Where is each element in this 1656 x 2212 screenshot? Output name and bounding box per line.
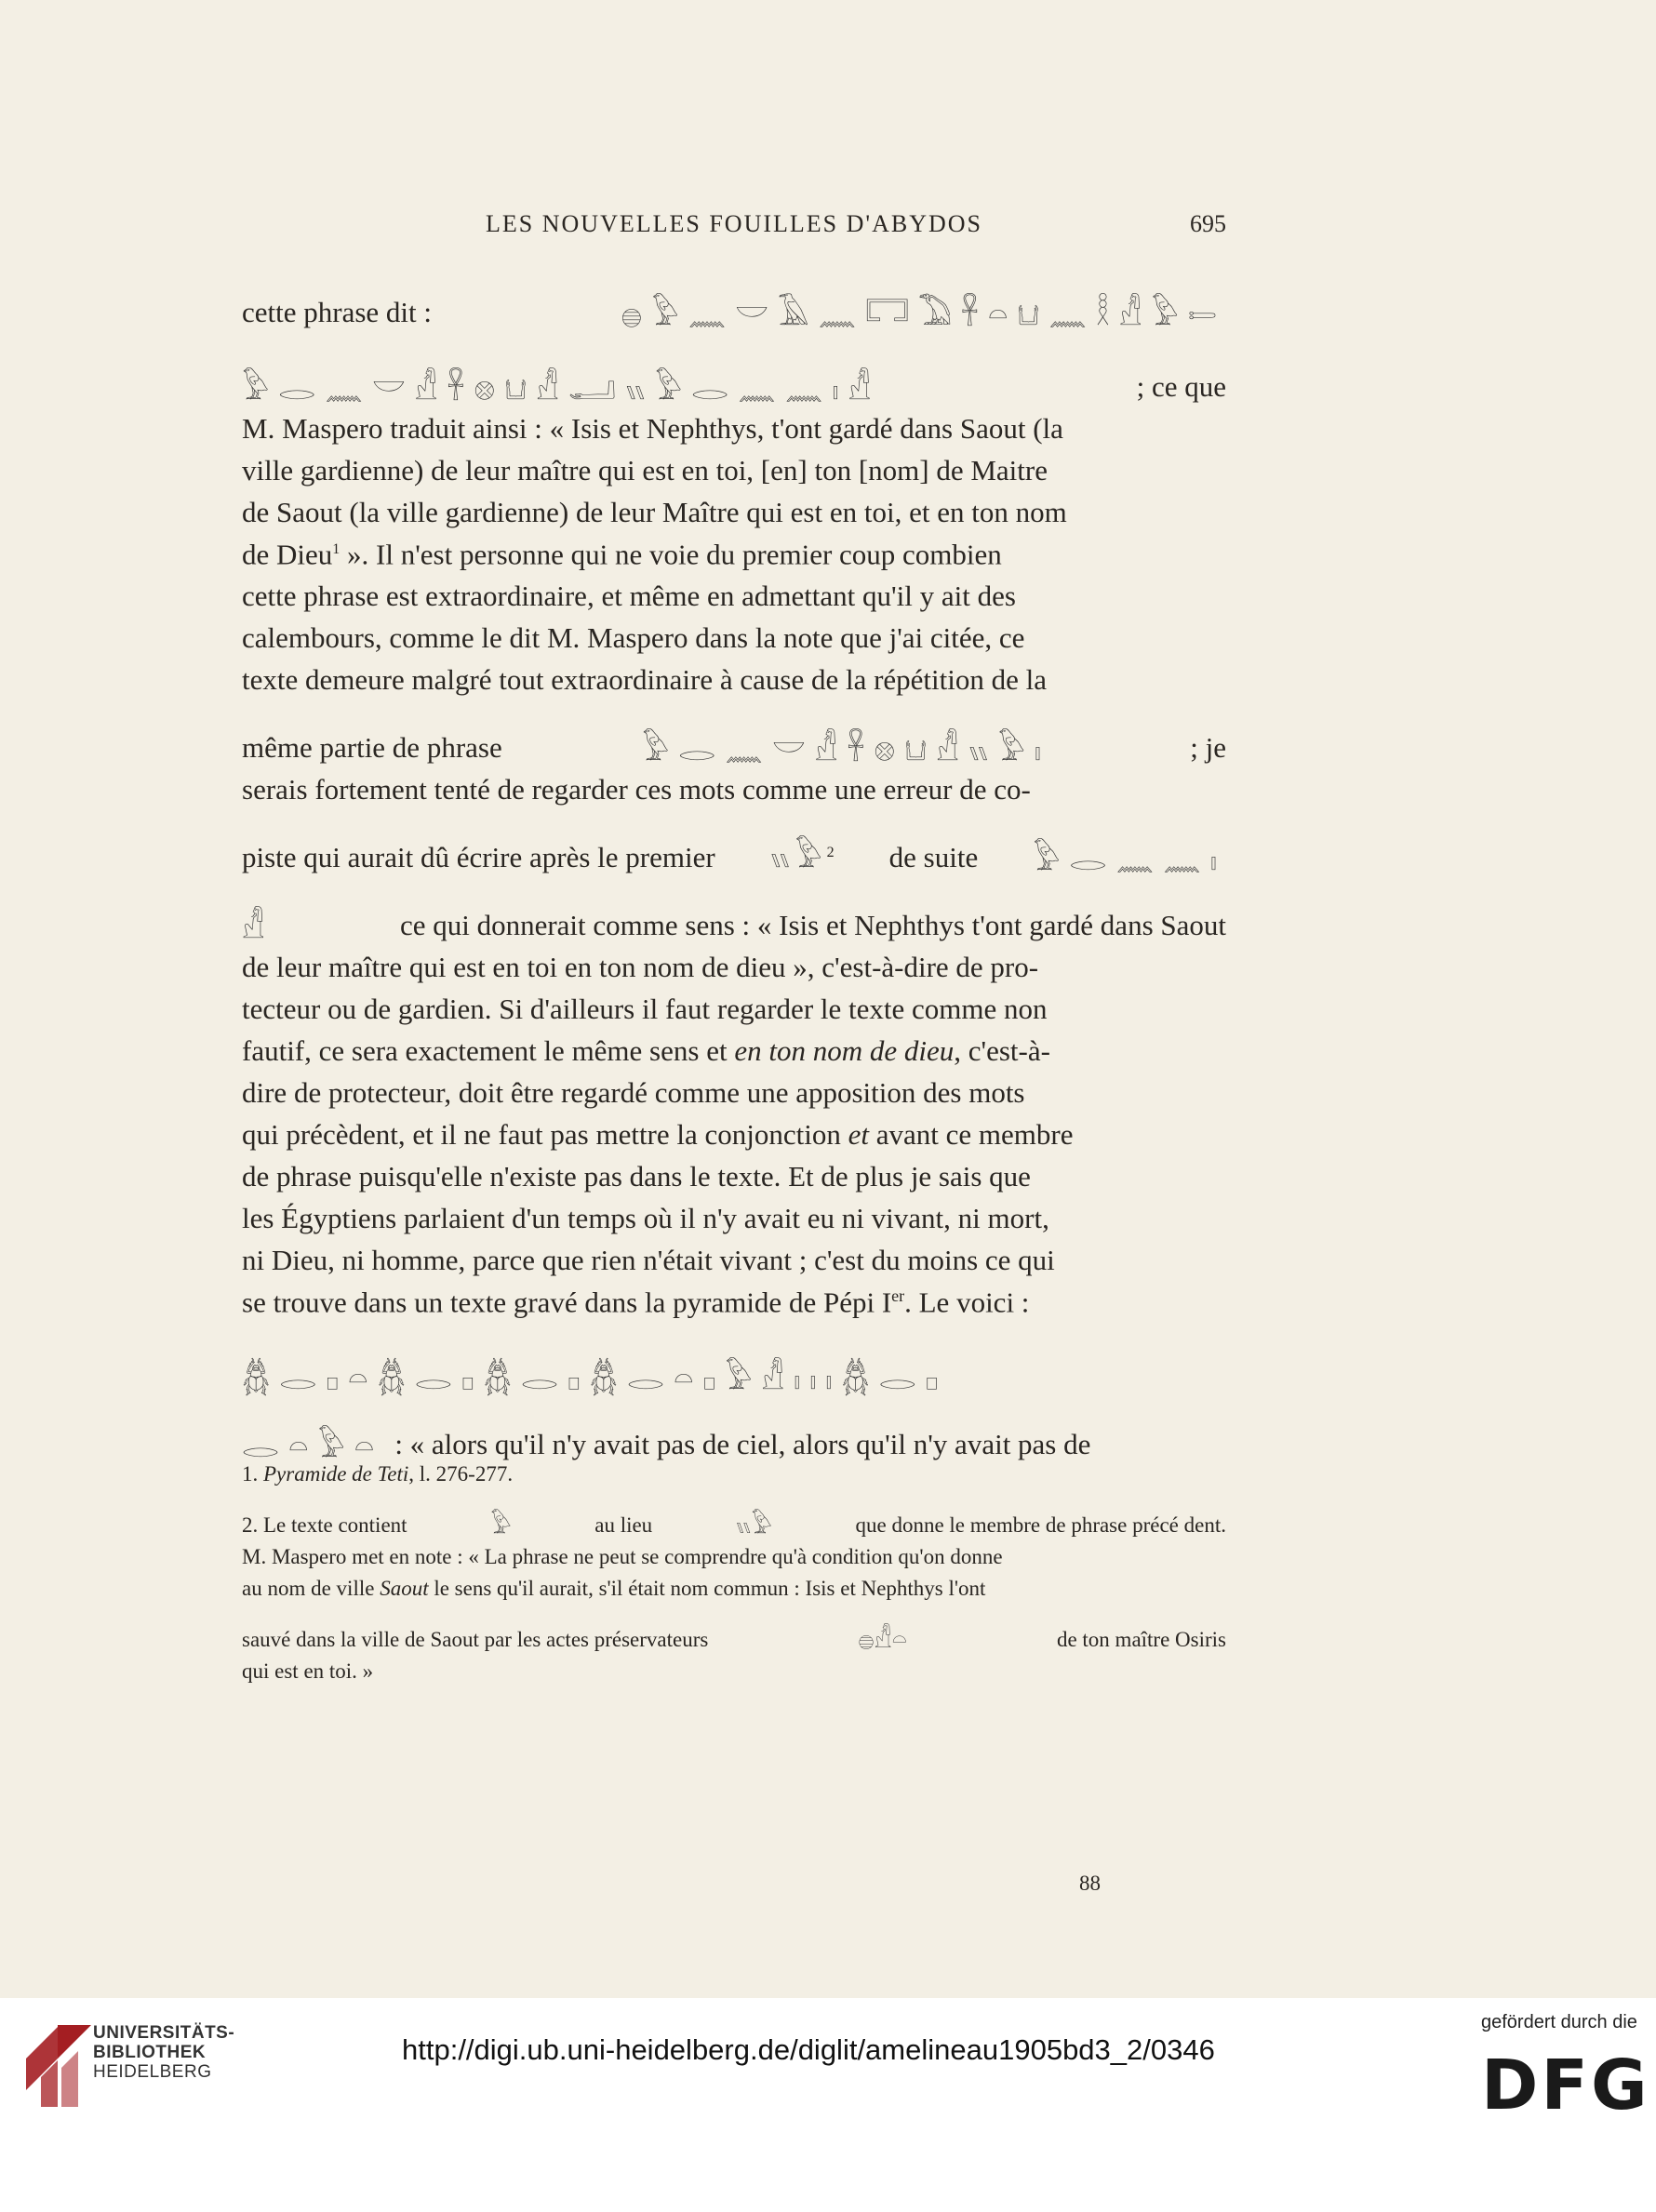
- line-text: [242, 1275, 1029, 1323]
- text-run: , c'est-à-: [954, 1034, 1050, 1067]
- text-line: [242, 407, 1226, 449]
- footnotes: [242, 1459, 1226, 1687]
- line-text: de phrase puisqu'elle n'existe pas dans le texte. Et de plus je sais que: [242, 1160, 1031, 1193]
- line-text: : « alors qu'il n'y avait pas de ciel, alors qu'il n'y avait pas de: [394, 1428, 1091, 1460]
- footnote-line: [242, 1573, 1226, 1605]
- text-line: [242, 700, 1226, 768]
- text-line: [242, 768, 1226, 810]
- text-line: [242, 333, 1226, 407]
- line-text: tecteur ou de gardien. Si d'ailleurs il faut regarder le texte comme non: [242, 993, 1048, 1025]
- hieroglyph-sequence: 𓅱𓂋𓈖𓎟𓀭𓋹𓊖𓂓𓀭𓏭𓅱𓏤: [641, 731, 1050, 768]
- footnote-reference: 1: [332, 540, 341, 557]
- line-text: que donne le membre de phrase précé dent.: [855, 1513, 1226, 1537]
- text-line: [242, 1072, 1226, 1113]
- text-line: [242, 946, 1226, 988]
- text-line: [242, 259, 1226, 333]
- signature-mark: 88: [1079, 1872, 1101, 1895]
- running-title: LES NOUVELLES FOUILLES D'ABYDOS: [486, 210, 982, 237]
- text-line: [242, 1113, 1226, 1155]
- document-url-link[interactable]: http://digi.ub.uni-heidelberg.de/diglit/amelineau1905bd3_2/0346: [402, 2033, 1215, 2066]
- text-line: [242, 810, 1226, 878]
- footer-bar: [0, 1998, 1656, 2212]
- text-run: . Le voici :: [904, 1286, 1030, 1318]
- footnote-line: [242, 1605, 1226, 1656]
- text-line: [242, 1030, 1226, 1072]
- text-line: [242, 1397, 1226, 1465]
- text-line: [242, 1281, 1226, 1323]
- line-text: [242, 1459, 513, 1490]
- page-number: 695: [1190, 210, 1226, 237]
- superscript: er: [891, 1286, 905, 1305]
- line-text: 2. Le texte contient: [242, 1513, 407, 1537]
- line-text: [242, 1573, 985, 1605]
- text-run: , l. 276-277.: [408, 1462, 514, 1486]
- library-name-line: UNIVERSITÄTS-: [93, 2023, 235, 2043]
- text-line: [242, 878, 1226, 946]
- text-line: [242, 575, 1226, 617]
- library-name-line: HEIDELBERG: [93, 2062, 212, 2082]
- italic-phrase: Saout: [380, 1577, 429, 1600]
- hieroglyph-sequence: 𓐍𓀭𓏏: [858, 1626, 908, 1654]
- line-text: M. Maspero traduit ainsi : « Isis et Nephthys, t'ont gardé dans Saout (la: [242, 412, 1063, 445]
- text-line: [242, 533, 1226, 575]
- line-text: ville gardienne) de leur maître qui est en toi, [en] ton [nom] de Maitre: [242, 454, 1048, 486]
- italic-phrase: et: [848, 1118, 869, 1151]
- text-line: [242, 1323, 1226, 1397]
- line-text: cette phrase est extraordinaire, et même en admettant qu'il y ait des: [242, 580, 1016, 612]
- line-text: [242, 1113, 1073, 1155]
- funded-by-label: gefördert durch die: [1481, 2012, 1637, 2032]
- footnote-number: 1.: [242, 1462, 259, 1486]
- hieroglyph-sequence: 𓅱𓂋𓈖𓎟𓀭𓋹𓊖𓂓𓀭𓂝𓏭𓅱𓂋𓈖𓈖𓏤𓀭: [242, 370, 881, 407]
- line-text: texte demeure malgré tout extraordinaire à cause de la répétition de la: [242, 663, 1048, 696]
- hieroglyph-group: [770, 832, 835, 878]
- text-line: [242, 988, 1226, 1030]
- hieroglyph-sequence: 𓏭𓅱: [769, 838, 827, 875]
- text-run: fautif, ce sera exactement le même sens et: [242, 1034, 735, 1067]
- hieroglyph-sequence: 𓂋𓏏𓅱𓏏: [242, 1428, 384, 1465]
- text-line: [242, 659, 1226, 700]
- line-text: ni Dieu, ni homme, parce que rien n'était vivant ; c'est du moins ce qui: [242, 1244, 1055, 1276]
- line-text: dire de protecteur, doit être regardé comme une apposition des mots: [242, 1076, 1025, 1109]
- text-run: de Dieu: [242, 538, 333, 570]
- line-text: de Saout (la ville gardienne) de leur Maître qui est en toi, et en ton nom: [242, 496, 1067, 528]
- line-text: piste qui aurait dû écrire après le premier: [242, 841, 715, 873]
- university-library-logo-icon: [20, 2021, 97, 2111]
- line-text: [242, 1030, 1050, 1072]
- body-text: [242, 259, 1226, 1465]
- line-text: sauvé dans la ville de Saout par les actes préservateurs: [242, 1628, 709, 1651]
- line-text: même partie de phrase: [242, 731, 502, 764]
- hieroglyph-sequence: 𓆣𓂋𓊪𓏏𓆣𓂋𓊪𓆣𓂋𓊪𓆣𓂋𓏏𓊪𓅱𓀭𓏤𓏤𓏤𓆣𓂋𓊪: [242, 1360, 948, 1397]
- text-line: [242, 491, 1226, 533]
- line-text: calembours, comme le dit M. Maspero dans la note que j'ai citée, ce: [242, 621, 1025, 654]
- text-run: ». Il n'est personne qui ne voie du premier coup combien: [340, 538, 1002, 570]
- text-line: [242, 617, 1226, 659]
- italic-phrase: en ton nom de dieu: [734, 1034, 955, 1067]
- text-run: se trouve dans un texte gravé dans la pyramide de Pépi I: [242, 1286, 892, 1318]
- line-text: les Égyptiens parlaient d'un temps où il n'y avait eu ni vivant, ni mort,: [242, 1202, 1049, 1234]
- line-text: serais fortement tenté de regarder ces mots comme une erreur de co-: [242, 773, 1031, 806]
- footnote-reference: 2: [826, 844, 835, 860]
- line-text: ; je: [1190, 731, 1226, 764]
- hieroglyph-sequence: 𓅱: [490, 1512, 512, 1539]
- text-run: avant ce membre: [869, 1118, 1074, 1151]
- hieroglyph-sequence: 𓅱𓂋𓈖𓈖𓏤: [1033, 841, 1226, 878]
- line-text: de suite: [888, 841, 979, 873]
- hieroglyph-sequence: 𓏭𓅱: [735, 1512, 772, 1539]
- library-name: [93, 2023, 234, 2082]
- line-text: au lieu: [594, 1513, 653, 1537]
- library-name-line: BIBLIOTHEK: [93, 2043, 207, 2062]
- text-run: au nom de ville: [242, 1577, 381, 1600]
- line-text: [242, 528, 1002, 575]
- line-text: cette phrase dit :: [242, 296, 432, 328]
- line-text: ce qui donnerait comme sens : « Isis et Nephthys t'ont gardé dans Saout: [399, 909, 1226, 941]
- italic-phrase: Pyramide de Teti: [263, 1462, 409, 1486]
- hieroglyph-sequence: 𓐍𓅱𓈖𓎟𓄿𓈖𓉐𓅐𓋹𓏏𓂓𓈖𓎛𓀭𓅱𓍿: [621, 296, 1226, 333]
- text-line: [242, 1197, 1226, 1239]
- footnote-2: [242, 1490, 1226, 1541]
- text-run: le sens qu'il aurait, s'il était nom commun : Isis et Nephthys l'ont: [428, 1577, 986, 1600]
- text-run: qui précèdent, et il ne faut pas mettre la conjonction: [242, 1118, 848, 1151]
- line-text: ; ce que: [1136, 370, 1226, 403]
- line-text: de leur maître qui est en toi en ton nom de dieu », c'est-à-dire de pro-: [242, 951, 1039, 983]
- footnote-1: [242, 1459, 1226, 1490]
- text-line: [242, 449, 1226, 491]
- line-text: qui est en toi. »: [242, 1659, 374, 1683]
- footnote-line: [242, 1541, 1226, 1573]
- line-text: M. Maspero met en note : « La phrase ne peut se comprendre qu'à condition qu'on donne: [242, 1545, 1003, 1568]
- hieroglyph-sequence: 𓀭: [242, 909, 270, 946]
- line-text: de ton maître Osiris: [1056, 1628, 1226, 1651]
- dfg-logo: DFG: [1481, 2045, 1650, 2125]
- page-header: [242, 210, 1226, 247]
- footnote-line: [242, 1656, 1226, 1687]
- text-line: [242, 1155, 1226, 1197]
